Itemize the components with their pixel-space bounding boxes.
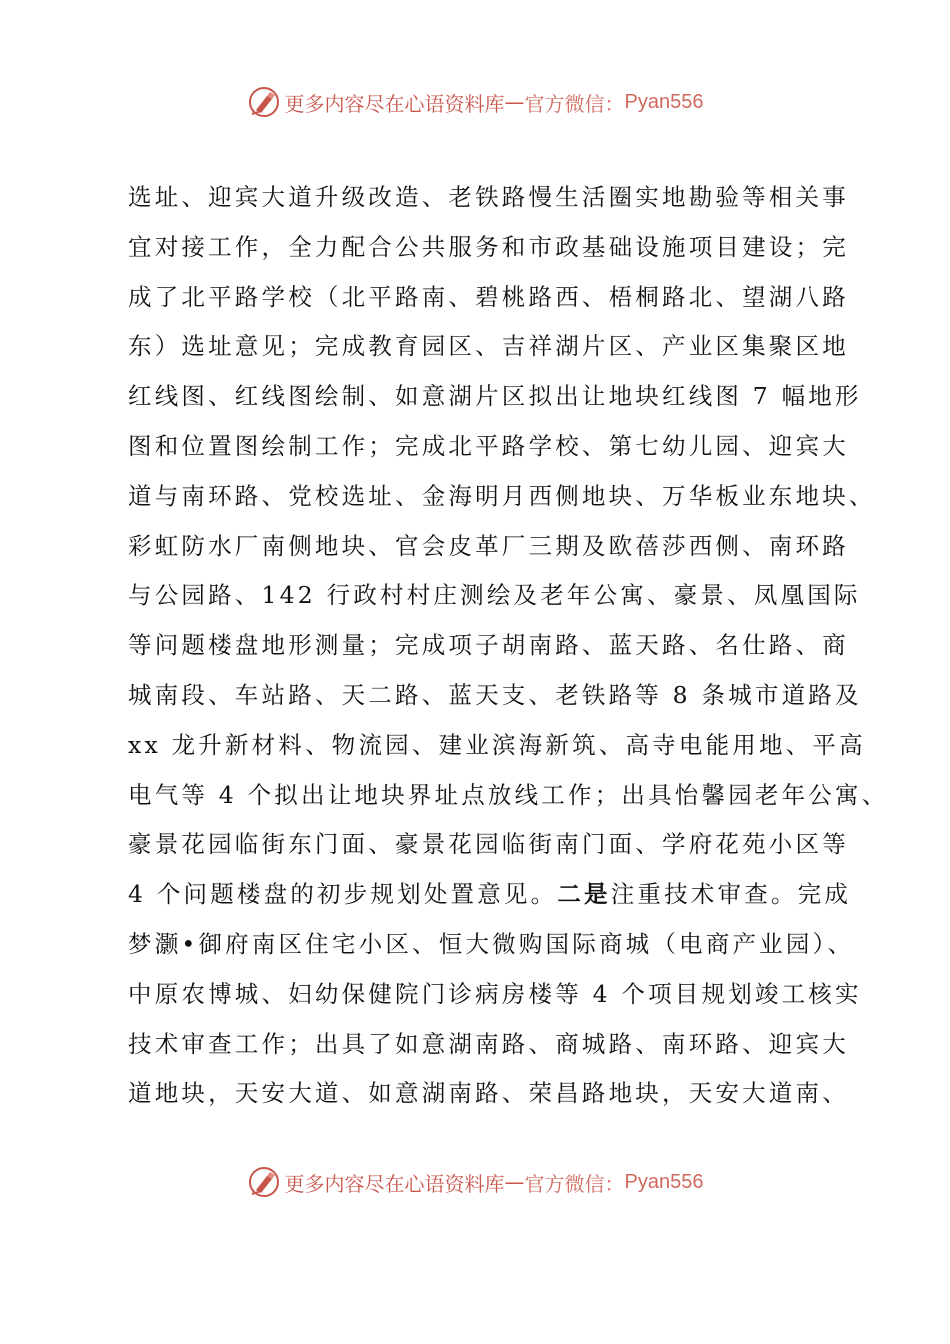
- text-line: 选址、迎宾大道升级改造、老铁路慢生活圈实地勘验等相关事: [128, 183, 849, 211]
- banner-wechat-label: 官方微信：: [524, 1171, 625, 1196]
- footer-banner: [0, 1160, 950, 1204]
- text-run: 4 个问题楼盘的初步规划处置意见。: [128, 880, 558, 909]
- text-line: 梦灏•御府南区住宅小区、恒大微购国际商城（电商产业园）、: [128, 929, 855, 958]
- text-line: 等问题楼盘地形测量；完成项子胡南路、蓝天路、名仕路、商: [128, 631, 849, 660]
- banner-separator: —: [504, 90, 525, 114]
- header-banner: [0, 80, 950, 124]
- text-line: 红线图、红线图绘制、如意湖片区拟出让地块红线图 7 幅地形: [128, 382, 862, 411]
- text-line: 技术审查工作；出具了如意湖南路、商城路、南环路、迎宾大: [128, 1029, 849, 1058]
- text-line: 道与南环路、党校选址、金海明月西侧地块、万华板业东地块、: [128, 481, 876, 510]
- banner-wechat-label: 官方微信：: [524, 91, 625, 116]
- pen-nib-logo-icon: [247, 1165, 281, 1199]
- banner-wechat-id: Pyan556: [624, 1170, 704, 1193]
- document-body: [128, 173, 889, 1119]
- text-line: 图和位置图绘制工作；完成北平路学校、第七幼儿园、迎宾大: [128, 431, 849, 460]
- pen-nib-logo-icon: [247, 85, 281, 119]
- text-line: 城南段、车站路、天二路、蓝天支、老铁路等 8 条城市道路及: [128, 680, 862, 709]
- text-line: 中原农博城、妇幼保健院门诊病房楼等 4 个项目规划竣工核实: [128, 979, 862, 1008]
- banner-wechat-id: Pyan556: [624, 90, 704, 113]
- text-line: 东）选址意见；完成教育园区、吉祥湖片区、产业区集聚区地: [128, 332, 849, 361]
- emphasis-marker: 二是: [557, 880, 611, 909]
- text-line-with-emphasis: [128, 870, 858, 920]
- text-line: 成了北平路学校（北平路南、碧桃路西、梧桐路北、望湖八路: [128, 282, 849, 311]
- text-line: 道地块，天安大道、如意湖南路、荣昌路地块，天安大道南、: [128, 1079, 849, 1108]
- text-line: 宜对接工作，全力配合公共服务和市政基础设施项目建设；完: [128, 232, 849, 261]
- text-line: 电气等 4 个拟出让地块界址点放线工作；出具怡馨园老年公寓、: [128, 780, 889, 809]
- banner-brand: 更多内容尽在心语资料库: [284, 1171, 505, 1196]
- text-line: 与公园路、142 行政村村庄测绘及老年公寓、豪景、凤凰国际: [128, 581, 861, 610]
- banner-separator: —: [504, 1170, 525, 1194]
- text-line: xx 龙升新材料、物流园、建业滨海新筑、高寺电能用地、平高: [128, 730, 866, 759]
- banner-brand: 更多内容尽在心语资料库: [284, 91, 505, 116]
- text-run: 注重技术审查。完成: [610, 880, 852, 909]
- text-line: 豪景花园临街东门面、豪景花园临街南门面、学府花苑小区等: [128, 830, 849, 859]
- text-line: 彩虹防水厂南侧地块、官会皮革厂三期及欧蓓莎西侧、南环路: [128, 531, 849, 560]
